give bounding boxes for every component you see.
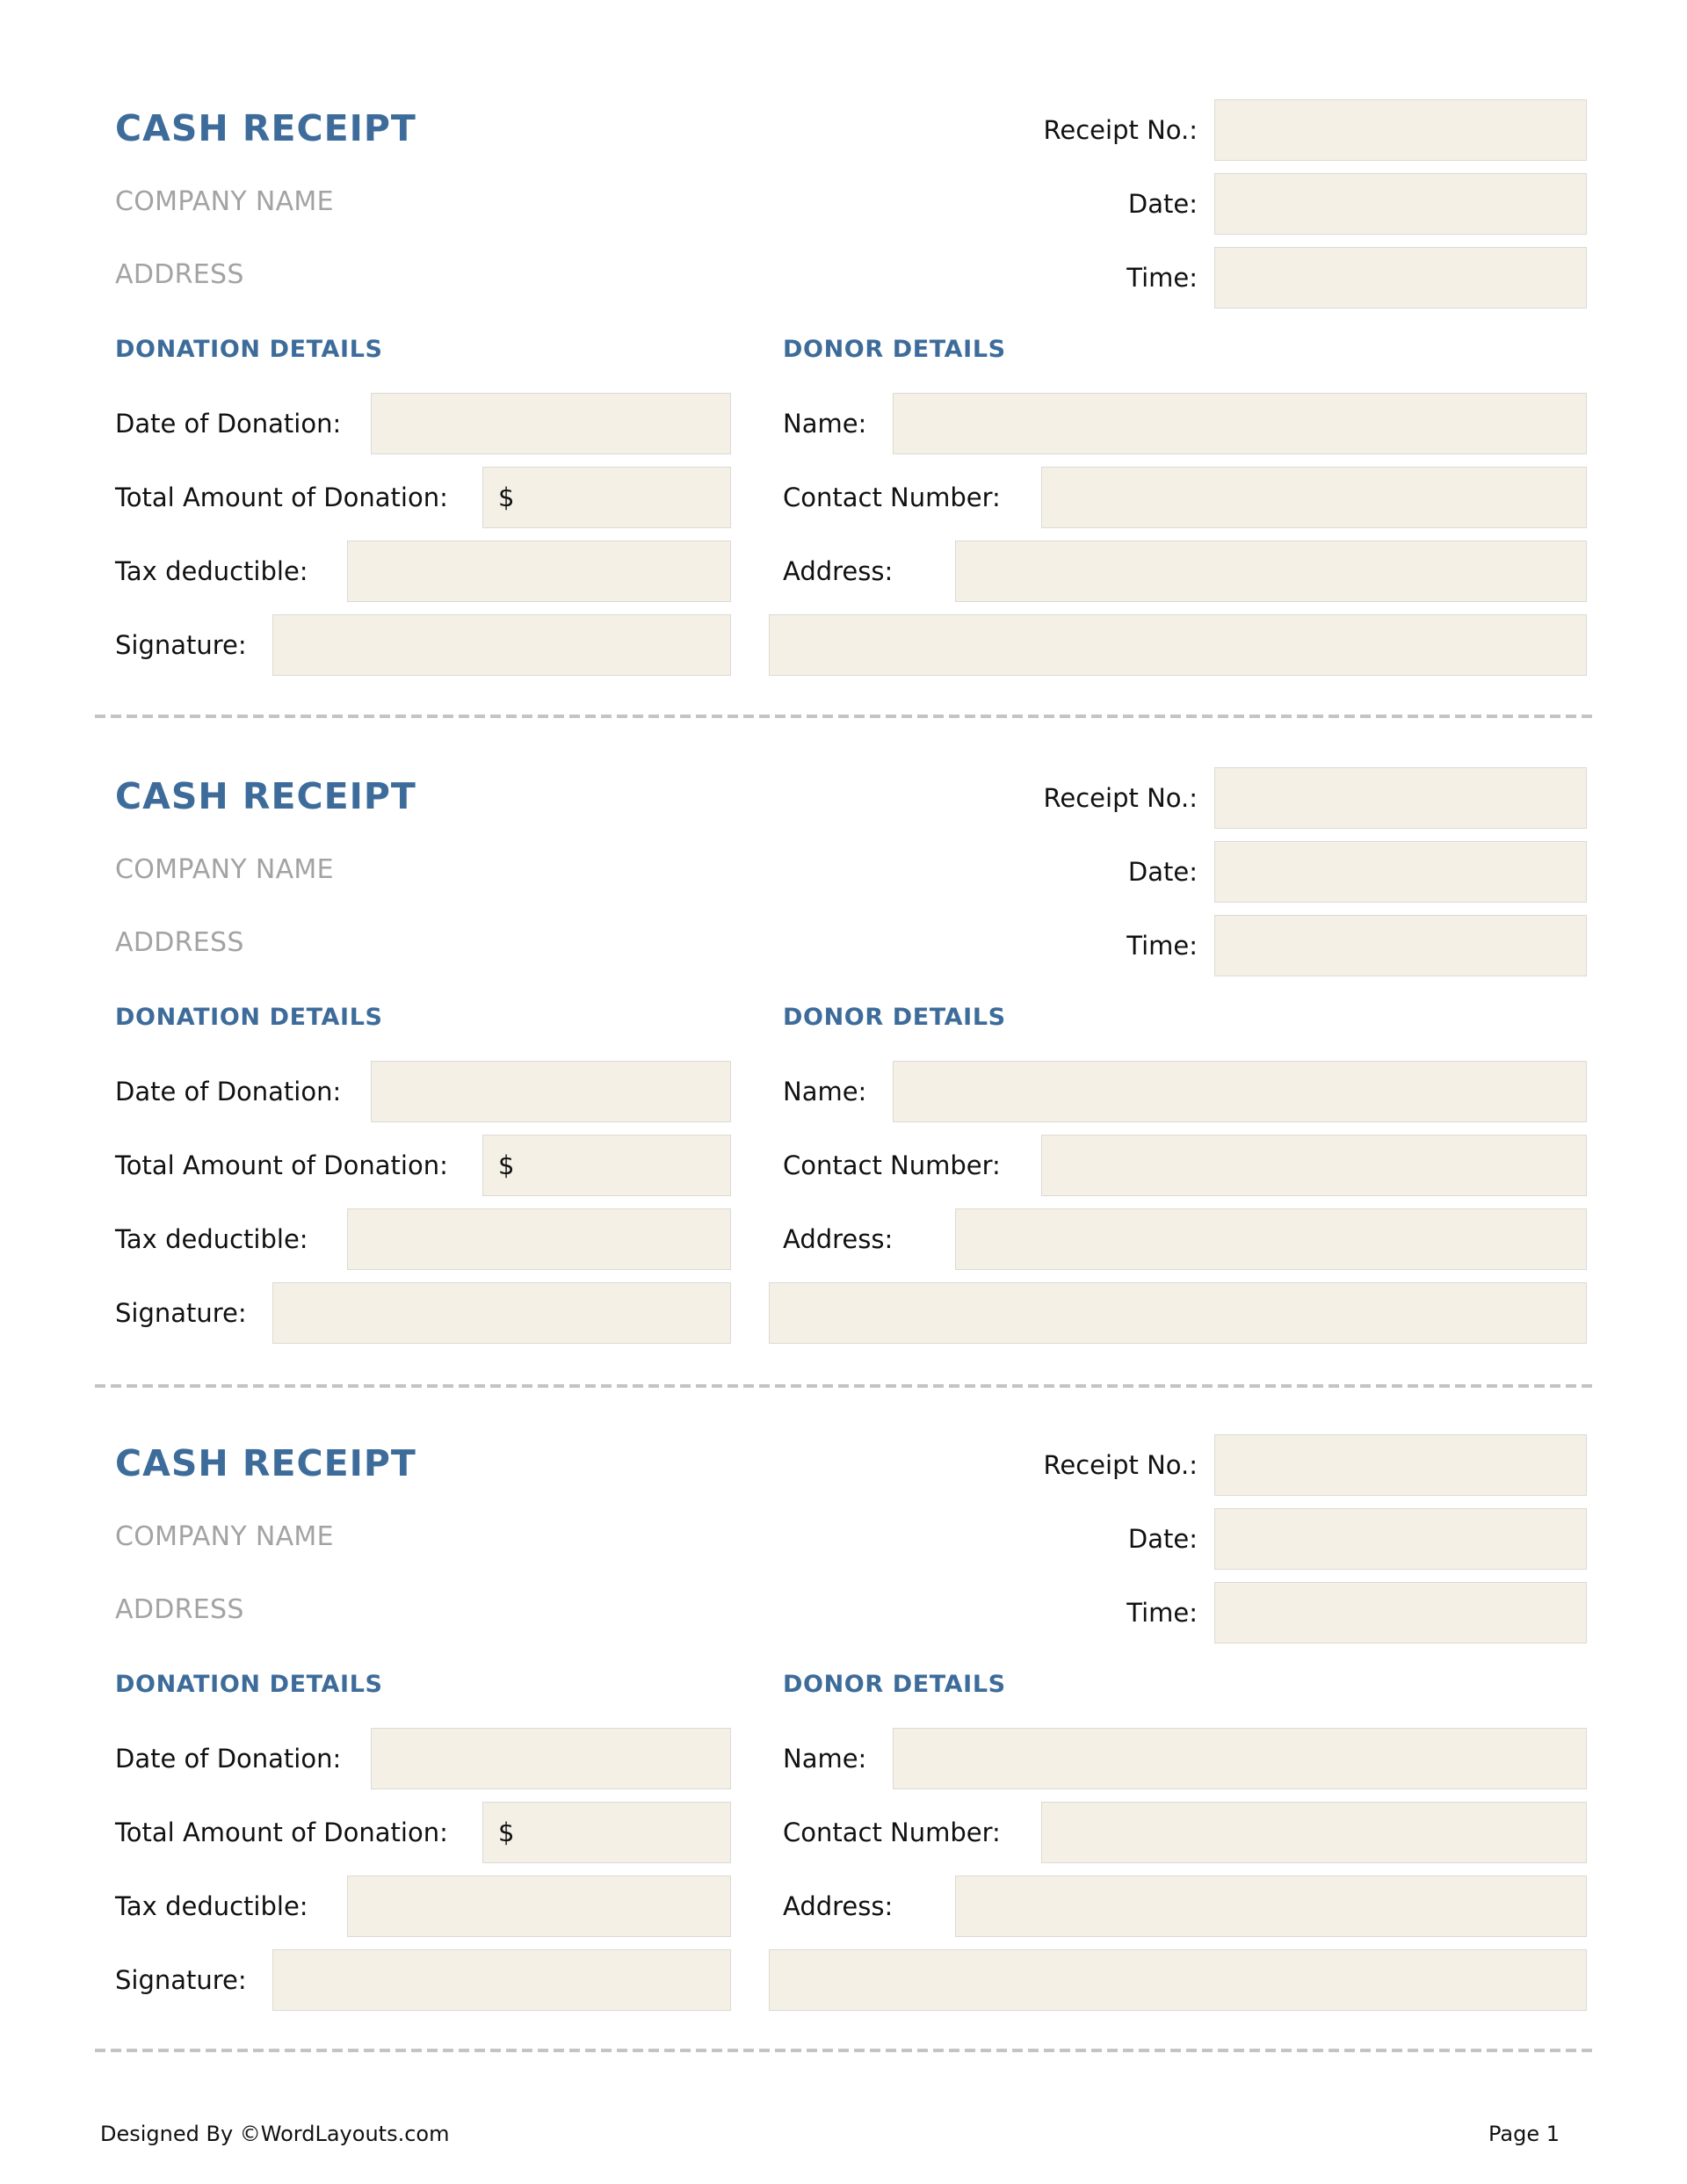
donor-details-heading: DONOR DETAILS <box>783 1671 1006 1698</box>
currency-symbol: $ <box>498 1818 515 1847</box>
company-address: ADDRESS <box>115 259 244 290</box>
total-amount-label: Total Amount of Donation: <box>115 1818 448 1847</box>
total-amount-label: Total Amount of Donation: <box>115 1150 448 1180</box>
date-of-donation-label: Date of Donation: <box>115 409 342 439</box>
date-label: Date: <box>1127 1524 1198 1554</box>
date-of-donation-field[interactable] <box>371 1061 731 1122</box>
company-name: COMPANY NAME <box>115 854 334 885</box>
donor-name-field[interactable] <box>893 393 1587 454</box>
receipt-no-label: Receipt No.: <box>1043 1450 1198 1480</box>
receipt-title: CASH RECEIPT <box>115 775 416 817</box>
contact-number-field[interactable] <box>1041 467 1587 528</box>
tax-deductible-field[interactable] <box>347 1208 731 1270</box>
total-amount-field[interactable] <box>482 1135 731 1196</box>
company-name: COMPANY NAME <box>115 1521 334 1552</box>
donor-details-heading: DONOR DETAILS <box>783 336 1006 363</box>
donor-name-label: Name: <box>783 1744 867 1774</box>
contact-number-label: Contact Number: <box>783 483 1001 512</box>
contact-number-field[interactable] <box>1041 1802 1587 1863</box>
donor-address-line-2-field[interactable] <box>769 614 1587 676</box>
currency-symbol: $ <box>498 483 515 512</box>
receipt-no-field[interactable] <box>1214 99 1587 161</box>
donation-details-heading: DONATION DETAILS <box>115 1004 383 1031</box>
tax-deductible-field[interactable] <box>347 541 731 602</box>
donor-address-field[interactable] <box>955 1876 1587 1937</box>
receipt-title: CASH RECEIPT <box>115 1442 416 1484</box>
donor-address-field[interactable] <box>955 541 1587 602</box>
donor-name-label: Name: <box>783 409 867 439</box>
cash-receipt-1 <box>0 0 1687 668</box>
page-number: Page 1 <box>1488 2122 1560 2146</box>
donor-address-line-2-field[interactable] <box>769 1949 1587 2011</box>
date-label: Date: <box>1127 189 1198 219</box>
company-address: ADDRESS <box>115 1594 244 1625</box>
tax-deductible-label: Tax deductible: <box>115 556 308 586</box>
receipt-title: CASH RECEIPT <box>115 107 416 149</box>
receipt-no-field[interactable] <box>1214 1434 1587 1496</box>
total-amount-field[interactable] <box>482 1802 731 1863</box>
date-of-donation-field[interactable] <box>371 1728 731 1789</box>
receipt-no-label: Receipt No.: <box>1043 783 1198 813</box>
donor-address-label: Address: <box>783 556 894 586</box>
date-of-donation-label: Date of Donation: <box>115 1077 342 1107</box>
date-field[interactable] <box>1214 1508 1587 1570</box>
time-field[interactable] <box>1214 247 1587 308</box>
time-label: Time: <box>1126 263 1198 293</box>
signature-label: Signature: <box>115 1298 247 1328</box>
date-field[interactable] <box>1214 841 1587 903</box>
time-field[interactable] <box>1214 915 1587 976</box>
time-label: Time: <box>1126 931 1198 961</box>
donation-details-heading: DONATION DETAILS <box>115 336 383 363</box>
receipt-no-field[interactable] <box>1214 767 1587 829</box>
tax-deductible-field[interactable] <box>347 1876 731 1937</box>
donor-details-heading: DONOR DETAILS <box>783 1004 1006 1031</box>
contact-number-label: Contact Number: <box>783 1150 1001 1180</box>
tax-deductible-label: Tax deductible: <box>115 1891 308 1921</box>
donor-name-label: Name: <box>783 1077 867 1107</box>
cash-receipt-2 <box>0 668 1687 1336</box>
receipt-no-label: Receipt No.: <box>1043 115 1198 145</box>
donor-address-label: Address: <box>783 1891 894 1921</box>
date-field[interactable] <box>1214 173 1587 235</box>
signature-field[interactable] <box>272 614 731 676</box>
donor-address-label: Address: <box>783 1224 894 1254</box>
donation-details-heading: DONATION DETAILS <box>115 1671 383 1698</box>
donor-name-field[interactable] <box>893 1728 1587 1789</box>
date-of-donation-field[interactable] <box>371 393 731 454</box>
company-address: ADDRESS <box>115 927 244 958</box>
signature-field[interactable] <box>272 1949 731 2011</box>
date-of-donation-label: Date of Donation: <box>115 1744 342 1774</box>
signature-label: Signature: <box>115 1965 247 1995</box>
contact-number-label: Contact Number: <box>783 1818 1001 1847</box>
tax-deductible-label: Tax deductible: <box>115 1224 308 1254</box>
cash-receipt-3 <box>0 1335 1687 2003</box>
signature-label: Signature: <box>115 630 247 660</box>
time-field[interactable] <box>1214 1582 1587 1643</box>
company-name: COMPANY NAME <box>115 186 334 217</box>
donor-address-field[interactable] <box>955 1208 1587 1270</box>
currency-symbol: $ <box>498 1150 515 1180</box>
footer-credit: Designed By ©WordLayouts.com <box>100 2122 450 2146</box>
total-amount-field[interactable] <box>482 467 731 528</box>
total-amount-label: Total Amount of Donation: <box>115 483 448 512</box>
date-label: Date: <box>1127 857 1198 887</box>
cut-line <box>95 2049 1592 2052</box>
contact-number-field[interactable] <box>1041 1135 1587 1196</box>
donor-name-field[interactable] <box>893 1061 1587 1122</box>
time-label: Time: <box>1126 1598 1198 1628</box>
